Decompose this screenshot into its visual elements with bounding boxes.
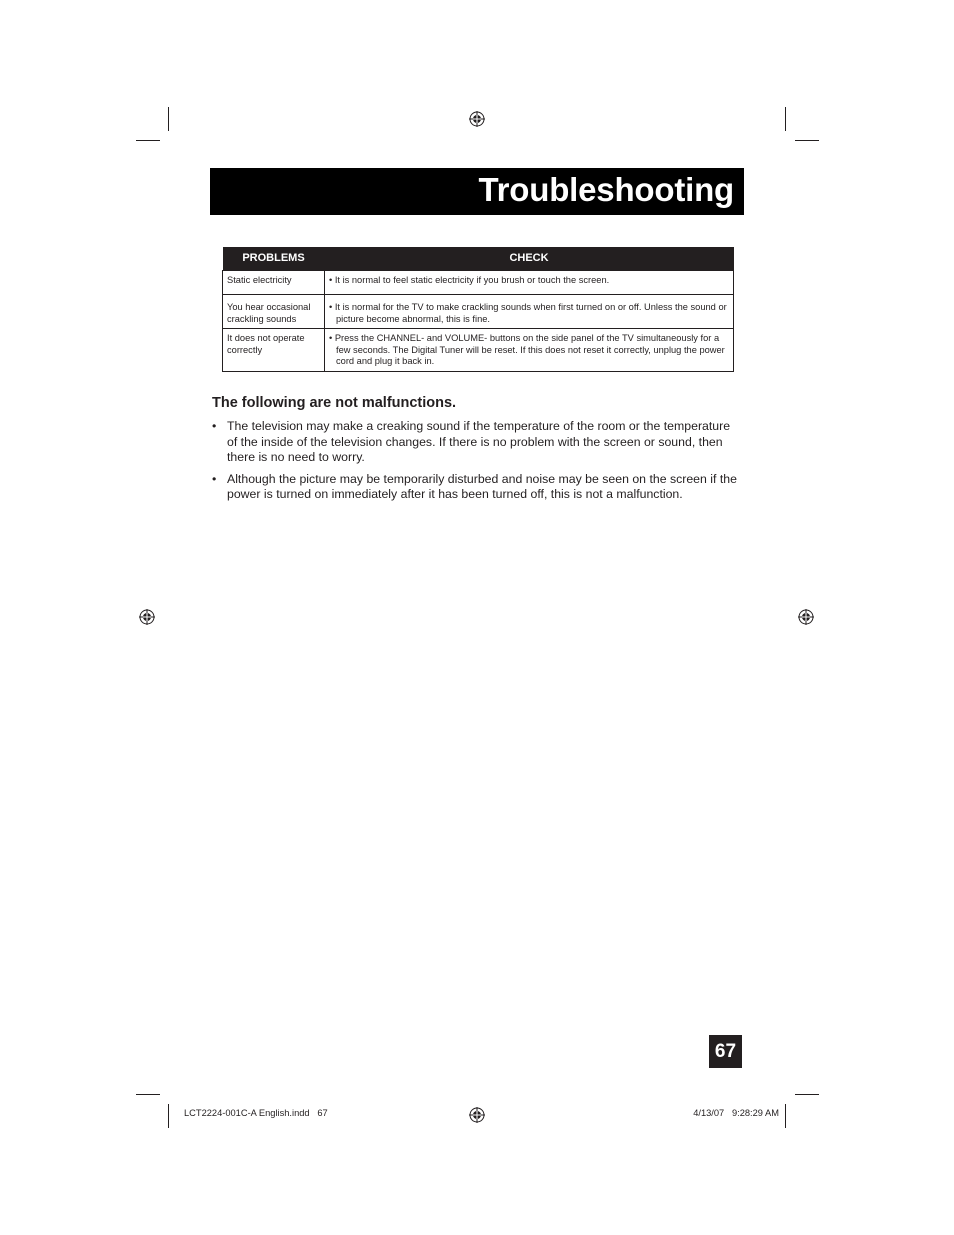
crop-mark [795,1094,819,1095]
table-row [223,329,734,372]
list-item-text: Although the picture may be temporarily disturbed and noise may be seen on the screen if the power is turned on immediately after it has been turned off, this is not a malfunction. [227,471,737,502]
table-row [223,271,734,295]
problem-cell: You hear occasional crackling sounds [223,295,325,329]
table-row [223,295,734,329]
crop-mark [785,1104,786,1128]
crop-mark [136,1094,160,1095]
registration-target-icon [798,609,814,625]
file-slug: LCT2224-001C-A English.indd 67 [184,1108,328,1118]
problem-cell: It does not operate correctly [223,329,325,372]
crop-mark [168,1104,169,1128]
column-header-problems: PROBLEMS [223,247,325,271]
check-text: • Press the CHANNEL- and VOLUME- buttons on the side panel of the TV simultaneously for a few seconds. The Digital Tuner will be reset. If this does not reset it correctly, unplug the power cord and plug it back in. [329,333,725,366]
troubleshooting-table [222,247,734,372]
title-bar [210,168,744,215]
crop-mark [168,107,169,131]
page-title: Troubleshooting [478,171,734,208]
registration-target-icon [139,609,155,625]
page-number: 67 [709,1035,742,1068]
crop-mark [136,140,160,141]
table-header-row [223,247,734,271]
check-text: • It is normal to feel static electricity if you brush or touch the screen. [329,275,610,285]
check-cell [325,295,734,329]
date-slug: 4/13/07 9:28:29 AM [693,1108,779,1118]
list-item [212,419,742,466]
list-item-text: The television may make a creaking sound if the temperature of the room or the temperature of the inside of the television changes. If there is no problem with the screen or sound, then there is no need to worry. [227,419,731,465]
check-cell [325,271,734,295]
check-cell [325,329,734,372]
section-heading: The following are not malfunctions. [212,395,457,411]
check-text: • It is normal for the TV to make crackling sounds when first turned on or off. Unless the sound or picture become abnormal, this is fine. [329,302,727,324]
registration-target-icon [469,111,485,127]
crop-mark [795,140,819,141]
problem-cell: Static electricity [223,271,325,295]
bullet-icon: • [212,471,217,486]
list-item [212,472,742,503]
registration-target-icon [469,1107,485,1123]
crop-mark [785,107,786,131]
column-header-check: CHECK [325,247,734,271]
notes-list [212,419,742,509]
bullet-icon: • [212,419,217,433]
